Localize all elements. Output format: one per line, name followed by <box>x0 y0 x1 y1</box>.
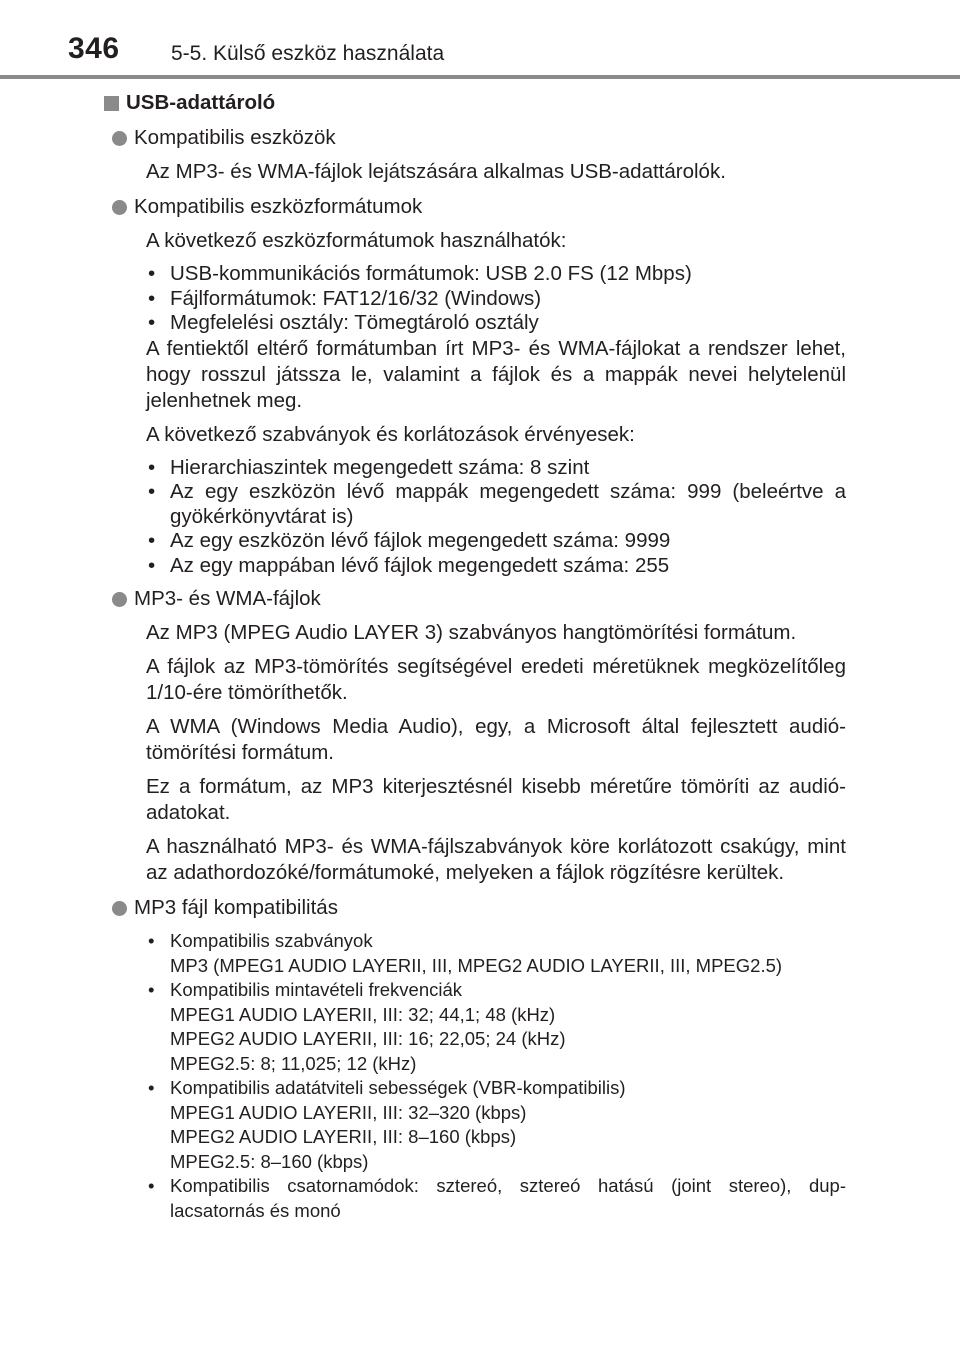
list-item-detail: MPEG2.5: 8–160 (kbps) <box>170 1150 369 1172</box>
limits-list <box>146 456 846 579</box>
sub-heading-text: MP3 fájl kompatibilitás <box>134 896 338 919</box>
paragraph: Ez a formátum, az MP3 kiterjesztésnél kisebb méretűre tömöríti az audió-adatokat. <box>146 775 846 824</box>
list-item: • Fájlformátumok: FAT12/16/32 (Windows) <box>146 287 846 312</box>
page-number: 346 <box>68 32 120 65</box>
compat-list <box>146 929 846 1223</box>
chapter-title: 5-5. Külső eszköz használata <box>171 42 445 65</box>
paragraph: A fentiektől eltérő formátumban írt MP3- és WMA-fájlokat a rendszer lehet, hogy rosszul játssza le, valamint a fájlok és a mappák nevei helytelenül jelenhetnek meg. <box>146 336 846 412</box>
sub-heading-compatible-devices <box>104 125 846 151</box>
sub-heading-text: MP3- és WMA-fájlok <box>134 587 321 610</box>
list-item-title: • Kompatibilis szabványok <box>170 930 373 951</box>
paragraph: A fájlok az MP3-tömörítés segítségével eredeti méretüknek megközelítőleg 1/10-ére tömöríthetők. <box>146 655 846 704</box>
list-item-detail: MPEG2.5: 8; 11,025; 12 (kHz) <box>170 1052 417 1074</box>
paragraph: A WMA (Windows Media Audio), egy, a Microsoft által fejlesztett audió-tömörítési formátum. <box>146 715 846 764</box>
sub-heading-text: Kompatibilis eszközformátumok <box>134 195 423 218</box>
paragraph: A használható MP3- és WMA-fájlszabványok köre korlátozott csakúgy, mint az adathordozóké/formátumoké, melyeken a fájlok rögzítésre kerültek. <box>146 835 846 884</box>
list-item: • Az egy eszközön lévő mappák megengedett száma: 999 (beleértve a gyökérkönyvtárat is) <box>146 480 846 529</box>
list-item: • Megfelelési osztály: Tömegtároló osztály <box>146 311 846 336</box>
list-item-detail: MPEG1 AUDIO LAYERII, III: 32; 44,1; 48 (kHz) <box>170 1003 556 1025</box>
list-item: • Az egy eszközön lévő fájlok megengedett száma: 9999 <box>146 529 846 554</box>
list-item-title: • Kompatibilis adatátviteli sebességek (VBR-kompatibilis) <box>170 1077 626 1098</box>
section-heading-text: USB-adattároló <box>126 91 276 114</box>
sub-heading-device-formats <box>104 194 846 220</box>
circle-bullet-icon <box>112 901 127 916</box>
list-item: • Kompatibilis csatornamódok: sztereó, sztereó hatású (joint stereo), dup-lacsatornás és monó <box>146 1174 846 1223</box>
list-item <box>146 1076 846 1174</box>
square-bullet-icon <box>104 96 119 111</box>
paragraph: Az MP3- és WMA-fájlok lejátszására alkalmas USB-adattárolók. <box>146 160 726 183</box>
list-item: • Az egy mappában lévő fájlok megengedett száma: 255 <box>146 554 846 579</box>
list-item-detail: MPEG2 AUDIO LAYERII, III: 16; 22,05; 24 (kHz) <box>170 1028 566 1049</box>
format-list <box>146 262 846 336</box>
list-item-detail: MP3 (MPEG1 AUDIO LAYERII, III, MPEG2 AUDIO LAYERII, III, MPEG2.5) <box>170 954 783 976</box>
sub-heading-mp3-wma <box>104 586 846 612</box>
paragraph: A következő eszközformátumok használhatók: <box>146 229 567 252</box>
list-item-detail: MPEG1 AUDIO LAYERII, III: 32–320 (kbps) <box>170 1101 527 1123</box>
page-content <box>104 90 846 1231</box>
sub-heading-mp3-compat <box>104 895 846 921</box>
list-item: • Hierarchiaszintek megengedett száma: 8 szint <box>146 456 846 481</box>
header-divider <box>0 75 960 79</box>
list-item <box>146 929 846 978</box>
circle-bullet-icon <box>112 592 127 607</box>
sub-heading-text: Kompatibilis eszközök <box>134 126 336 149</box>
list-item-title: • Kompatibilis mintavételi frekvenciák <box>170 979 463 1000</box>
paragraph: Az MP3 (MPEG Audio LAYER 3) szabványos hangtömörítési formátum. <box>146 621 797 644</box>
list-item: • USB-kommunikációs formátumok: USB 2.0 FS (12 Mbps) <box>146 262 846 287</box>
circle-bullet-icon <box>112 131 127 146</box>
paragraph: A következő szabványok és korlátozások érvényesek: <box>146 422 635 446</box>
list-item <box>146 978 846 1076</box>
list-item-detail: MPEG2 AUDIO LAYERII, III: 8–160 (kbps) <box>170 1126 517 1147</box>
section-heading <box>104 90 846 116</box>
circle-bullet-icon <box>112 200 127 215</box>
page-header <box>0 0 960 80</box>
